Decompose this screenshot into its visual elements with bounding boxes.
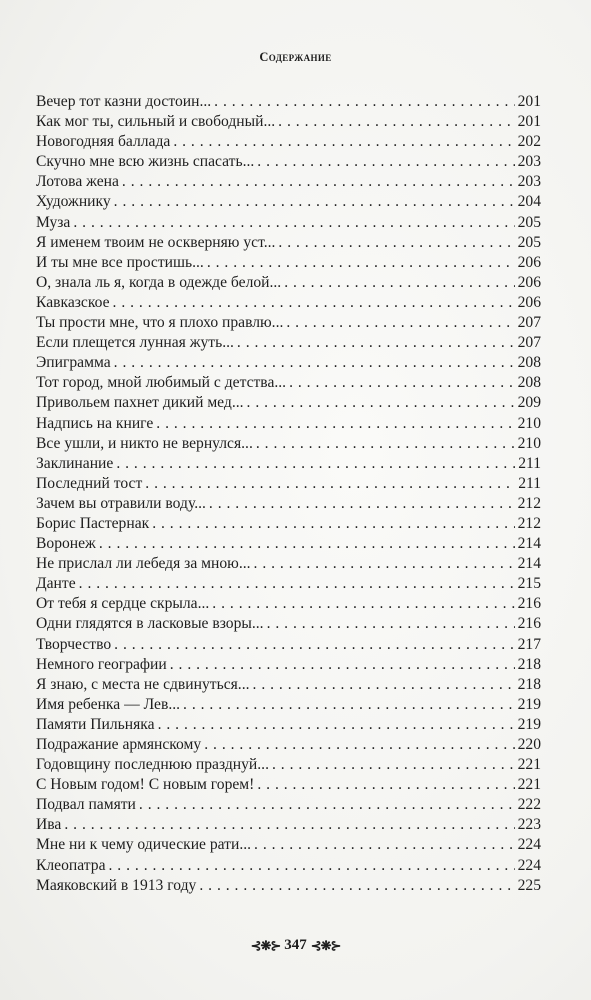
dot-leader (122, 172, 515, 192)
dot-leader (152, 514, 514, 534)
toc-entry-title: Тот город, мной любимый с детства... (36, 374, 287, 392)
toc-entry-page: 208 (517, 374, 541, 392)
toc-entry (36, 92, 541, 112)
toc-entry-page: 206 (517, 273, 541, 291)
toc-entry-page: 204 (517, 193, 541, 211)
toc-entry-page: 214 (517, 535, 541, 553)
dot-leader (114, 192, 515, 212)
toc-entry-page: 206 (517, 293, 541, 311)
dot-leader (212, 594, 514, 614)
toc-entry-title: Надпись на книге (36, 414, 154, 432)
dot-leader (267, 614, 515, 634)
page-number: 347 (284, 937, 307, 953)
dot-leader (254, 835, 515, 855)
toc-entry-title: Вечер тот казни достоин... (36, 93, 212, 110)
toc-entry-page: 207 (517, 314, 541, 332)
toc-entry-title: Кавказское (36, 293, 110, 311)
toc-entry-page: 218 (517, 655, 541, 673)
toc-entry-page: 222 (517, 796, 541, 814)
toc-entry-page: 205 (517, 213, 541, 231)
toc-entry-title: От тебя я сердце скрыла... (36, 595, 210, 613)
toc-entry-page: 215 (517, 575, 541, 593)
toc-entry (36, 655, 541, 675)
toc-entry-title: Если плещется лунная жуть... (36, 334, 234, 352)
dot-leader (272, 755, 515, 775)
toc-entry (36, 856, 541, 876)
toc-entry-page: 209 (517, 394, 541, 412)
dot-leader (156, 414, 514, 434)
dot-leader (278, 233, 514, 253)
toc-entry-title: Художнику (36, 193, 111, 211)
toc-entry (36, 514, 541, 534)
dot-leader (204, 735, 514, 755)
toc-entry-title: Немного географии (36, 655, 167, 673)
toc-entry (36, 594, 541, 614)
toc-entry (36, 474, 541, 494)
toc-entry (36, 172, 541, 192)
toc-entry-title: Ты прости мне, что я плохо правлю... (36, 314, 284, 332)
toc-entry (36, 835, 541, 855)
toc-entry-title: Годовщину последнюю празднуй... (36, 756, 269, 774)
dot-leader (257, 775, 514, 795)
toc-entry-title: Заклинание (36, 454, 114, 472)
toc-entry-title: Клеопатра (36, 856, 106, 874)
toc-entry (36, 715, 541, 735)
dot-leader (183, 695, 515, 715)
toc-entry-title: Не прислал ли лебедя за мною... (36, 555, 251, 573)
toc-entry-title: Я знаю, с места не сдвинуться... (36, 675, 250, 693)
dot-leader (79, 574, 515, 594)
toc-entry-page: 221 (517, 776, 541, 794)
dot-leader (278, 112, 514, 132)
toc-entry-page: 214 (517, 555, 541, 573)
toc-entry-title: Скучно мне всю жизнь спасать... (36, 153, 255, 171)
toc-entry-page: 202 (517, 133, 541, 151)
toc-entry-page: 201 (517, 113, 541, 131)
dot-leader (99, 534, 515, 554)
dot-leader (253, 675, 515, 695)
toc-entry (36, 695, 541, 715)
toc-entry (36, 192, 541, 212)
toc-entry (36, 534, 541, 554)
dot-leader (139, 795, 515, 815)
dot-leader (247, 393, 515, 413)
toc-entry-title: Привольем пахнет дикий мед... (36, 394, 244, 412)
toc-entry (36, 775, 541, 795)
toc-entry-title: Имя ребенка — Лев... (36, 695, 181, 713)
toc-entry (36, 313, 541, 333)
dot-leader (286, 313, 514, 333)
toc-entry-title: Одни глядятся в ласковые взоры... (36, 615, 264, 633)
toc-entry (36, 414, 541, 434)
toc-entry (36, 554, 541, 574)
toc-entry (36, 675, 541, 695)
toc-entry-page: 216 (517, 615, 541, 633)
dot-leader (173, 132, 514, 152)
toc-entry (36, 454, 541, 474)
toc-entry-page: 210 (517, 414, 541, 432)
toc-entry-title: Мне ни к чему одические рати... (36, 836, 252, 854)
toc-entry (36, 233, 541, 253)
toc-entry-title: Я именем твоим не оскверняю уст... (36, 233, 276, 251)
dot-leader (257, 152, 514, 172)
toc-entry-page: 218 (517, 675, 541, 693)
toc-entry-page: 212 (517, 514, 541, 532)
toc-entry (36, 876, 541, 896)
toc-entry-page: 219 (517, 695, 541, 713)
ornament-left-icon: ⊰❋⊱ (250, 937, 281, 953)
dot-leader (158, 715, 515, 735)
toc-entry-title: Подражание армянскому (36, 736, 202, 753)
toc-entry-page: 201 (517, 93, 541, 110)
toc-entry-page: 211 (518, 474, 541, 492)
toc-entry-page: 208 (517, 354, 541, 372)
toc-entry-title: Воронеж (36, 535, 96, 553)
dot-leader (109, 856, 515, 876)
page-header: Содержание (259, 50, 332, 64)
toc-entry-page: 224 (517, 856, 541, 874)
ornament-right-icon: ⊰❋⊱ (310, 937, 341, 953)
dot-leader (254, 554, 515, 574)
toc-entry (36, 333, 541, 353)
toc-entry-page: 223 (517, 816, 541, 834)
dot-leader (284, 273, 514, 293)
toc-entry-page: 203 (517, 153, 541, 171)
dot-leader (114, 635, 514, 655)
toc-entry-page: 211 (518, 454, 541, 472)
dot-leader (145, 474, 515, 494)
toc-entry (36, 112, 541, 132)
toc-entry (36, 293, 541, 313)
dot-leader (73, 213, 514, 233)
toc-entry (36, 373, 541, 393)
toc-entry-title: О, знала ль я, когда в одежде белой... (36, 273, 282, 291)
toc-entry (36, 353, 541, 373)
toc-entry-title: Зачем вы отравили воду... (36, 494, 206, 512)
toc-entry (36, 755, 541, 775)
dot-leader (207, 253, 515, 273)
toc-entry-page: 210 (517, 434, 541, 452)
toc-entry-page: 216 (517, 595, 541, 613)
toc-entry-page: 221 (517, 756, 541, 774)
toc-entry-title: Памяти Пильняка (36, 715, 155, 733)
toc-entry-page: 207 (517, 334, 541, 352)
toc-entry (36, 213, 541, 233)
toc-entry-title: И ты мне все простишь... (36, 253, 204, 271)
toc-entry-page: 220 (517, 736, 541, 753)
dot-leader (209, 494, 515, 514)
toc-entry-title: Данте (36, 575, 76, 593)
toc-entry (36, 273, 541, 293)
toc-entry (36, 815, 541, 835)
toc-entry (36, 152, 541, 172)
dot-leader (289, 373, 515, 393)
toc-entry (36, 735, 541, 755)
toc-entry-page: 225 (517, 876, 541, 894)
toc-entry-title: Муза (36, 213, 71, 231)
toc-entry-title: Последний тост (36, 474, 143, 492)
dot-leader (199, 876, 514, 896)
toc-entry-title: Ива (36, 816, 62, 834)
toc-entry-page: 212 (517, 494, 541, 512)
toc-entry-title: Лотова жена (36, 173, 119, 191)
toc-entry (36, 494, 541, 514)
dot-leader (116, 454, 515, 474)
toc-entry (36, 253, 541, 273)
toc-entry-title: Маяковский в 1913 году (36, 876, 197, 894)
toc-entry (36, 434, 541, 454)
toc-entry-title: С Новым годом! С новым горем! (36, 776, 255, 794)
dot-leader (170, 655, 515, 675)
toc-entry-title: Новогодняя баллада (36, 133, 171, 151)
dot-leader (64, 815, 514, 835)
toc-entry-page: 203 (517, 173, 541, 191)
dot-leader (114, 353, 515, 373)
toc-entry-page: 219 (517, 715, 541, 733)
toc-entry (36, 393, 541, 413)
toc-entry-title: Эпиграмма (36, 354, 111, 372)
toc-entry-title: Подвал памяти (36, 796, 136, 814)
toc-entry (36, 635, 541, 655)
dot-leader (237, 333, 515, 353)
toc-entry-title: Все ушли, и никто не вернулся... (36, 434, 253, 452)
toc-entry-page: 217 (517, 635, 541, 653)
toc-entry-page: 206 (517, 253, 541, 271)
dot-leader (256, 434, 515, 454)
table-of-contents (36, 92, 541, 896)
toc-entry (36, 574, 541, 594)
toc-entry (36, 795, 541, 815)
toc-entry-title: Как мог ты, сильный и свободный... (36, 113, 276, 131)
toc-entry (36, 614, 541, 634)
toc-entry-page: 224 (517, 836, 541, 854)
toc-entry (36, 132, 541, 152)
page-footer (0, 937, 591, 954)
toc-entry-title: Творчество (36, 635, 112, 653)
dot-leader (113, 293, 515, 313)
toc-entry-title: Борис Пастернак (36, 514, 150, 532)
dot-leader (214, 92, 514, 112)
toc-entry-page: 205 (517, 233, 541, 251)
